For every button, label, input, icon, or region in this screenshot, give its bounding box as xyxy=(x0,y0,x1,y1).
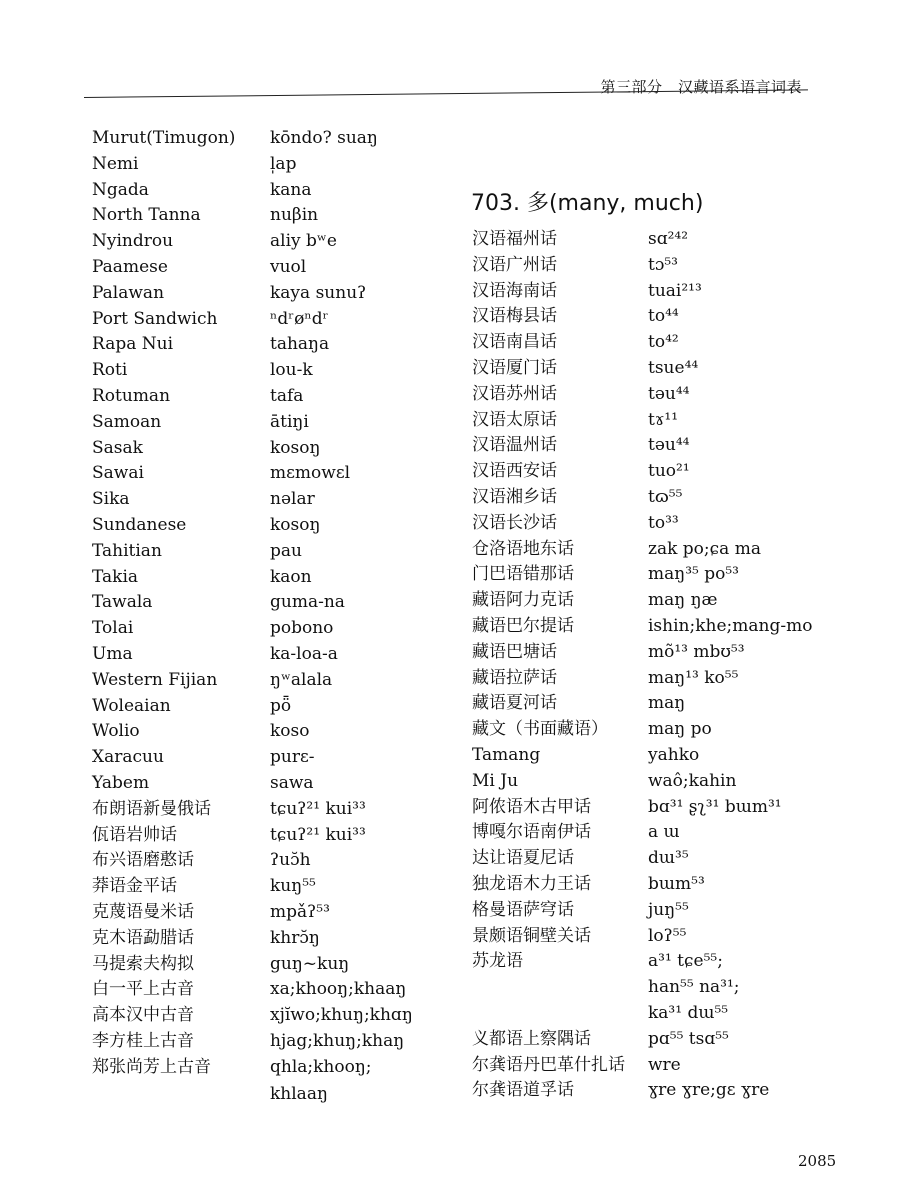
word-form: tsue⁴⁴ xyxy=(648,357,699,378)
word-form: xa;khooŋ;khaaŋ xyxy=(270,979,407,1000)
entry-row xyxy=(92,823,442,849)
entry-row xyxy=(472,769,832,795)
entry-row xyxy=(472,588,832,614)
word-form: to³³ xyxy=(648,512,679,533)
word-form: ātiŋi xyxy=(270,411,309,432)
language-name: 高本汉中古音 xyxy=(92,1005,194,1026)
entry-row xyxy=(92,1080,442,1108)
entry-row xyxy=(472,1053,832,1079)
language-name: 李方桂上古音 xyxy=(92,1030,194,1051)
word-form: tahaŋa xyxy=(270,334,330,355)
word-form: loʔ⁵⁵ xyxy=(648,925,687,946)
entry-row xyxy=(92,668,442,694)
language-name: 博嘎尔语南伊话 xyxy=(472,822,591,843)
language-name: Tahitian xyxy=(92,540,162,561)
language-name: 汉语温州话 xyxy=(472,435,557,456)
entry-row xyxy=(472,304,832,330)
word-form: mpǎʔ⁵³ xyxy=(270,901,330,922)
language-name: Port Sandwich xyxy=(92,308,218,329)
word-form: kuŋ⁵⁵ xyxy=(270,876,316,897)
language-name: 郑张尚芳上古音 xyxy=(92,1056,211,1077)
entry-row xyxy=(92,178,442,204)
language-name: Paamese xyxy=(92,256,168,277)
word-form: tuo²¹ xyxy=(648,461,690,482)
word-form: koso xyxy=(270,721,310,742)
language-name: 布朗语新曼俄话 xyxy=(92,798,211,819)
entry-row xyxy=(92,694,442,720)
word-form: zak po;ɕa ma xyxy=(648,538,761,559)
entry-row xyxy=(92,642,442,668)
language-name: Samoan xyxy=(92,411,162,432)
entry-row xyxy=(472,537,832,563)
entry-row xyxy=(92,1029,442,1055)
language-name: 汉语厦门话 xyxy=(472,357,557,378)
entry-row xyxy=(472,898,832,924)
word-form: bɑ³¹ ʂʅ³¹ bɯm³¹ xyxy=(648,796,782,817)
language-name: Roti xyxy=(92,360,128,381)
word-form: pȫ xyxy=(270,695,292,716)
word-form: wre xyxy=(648,1054,681,1075)
left-word-list xyxy=(92,126,442,1108)
entry-row xyxy=(92,203,442,229)
language-name: 苏龙语 xyxy=(472,951,523,972)
entry-row xyxy=(92,926,442,952)
entry-row xyxy=(472,279,832,305)
word-form: tɷ⁵⁵ xyxy=(648,486,683,507)
entry-row xyxy=(92,332,442,358)
word-form: khlaaŋ xyxy=(270,1084,328,1105)
word-form: pau xyxy=(270,540,302,561)
language-name: North Tanna xyxy=(92,205,201,226)
entry-row xyxy=(472,975,832,1001)
language-name: 藏文（书面藏语） xyxy=(472,719,608,740)
language-name: Yabem xyxy=(92,772,150,793)
word-form: aliy bʷe xyxy=(270,231,337,252)
language-name: Ngada xyxy=(92,179,149,200)
language-name: Wolio xyxy=(92,721,140,742)
word-form: maŋ³⁵ po⁵³ xyxy=(648,564,739,585)
word-form: maŋ ŋæ xyxy=(648,590,718,611)
language-name: Tawala xyxy=(92,592,153,613)
entry-row xyxy=(472,1001,832,1027)
language-name: 尔龚语道孚话 xyxy=(472,1080,574,1101)
language-name: Nemi xyxy=(92,153,139,174)
entry-row xyxy=(92,797,442,823)
language-name: 藏语巴尔提话 xyxy=(472,615,574,636)
entry-row xyxy=(92,745,442,771)
entry-row xyxy=(92,358,442,384)
language-name: 汉语广州话 xyxy=(472,254,557,275)
language-name: 藏语巴塘话 xyxy=(472,641,557,662)
language-name: 汉语梅县话 xyxy=(472,306,557,327)
entry-row xyxy=(472,666,832,692)
language-name: Sundanese xyxy=(92,514,187,535)
word-form: waô;kahin xyxy=(648,770,737,791)
word-form: maŋ po xyxy=(648,719,712,740)
word-form: kōndo? suaŋ xyxy=(270,128,378,148)
word-form: tafa xyxy=(270,385,304,406)
entry-row xyxy=(92,1003,442,1029)
language-name: Palawan xyxy=(92,282,165,303)
entry-row xyxy=(472,382,832,408)
entry-row xyxy=(92,719,442,745)
word-form: lou-k xyxy=(270,360,313,381)
word-form: ishin;khe;mang-mo xyxy=(648,615,813,636)
language-name: Uma xyxy=(92,643,133,664)
language-name: Nyindrou xyxy=(92,231,174,252)
entry-row xyxy=(92,384,442,410)
language-name: Takia xyxy=(92,566,139,587)
section-title: 703. 多(many, much) xyxy=(471,191,704,216)
word-form: purɛ- xyxy=(270,747,315,768)
word-form: juŋ⁵⁵ xyxy=(648,899,689,920)
right-word-list xyxy=(472,227,832,1104)
language-name: 景颇语铜壁关话 xyxy=(472,925,591,946)
language-name: 白一平上古音 xyxy=(92,979,194,1000)
word-form: hjag;khuŋ;khaŋ xyxy=(270,1030,405,1051)
entry-row xyxy=(472,949,832,975)
word-form: tɕuʔ²¹ kui³³ xyxy=(270,824,366,845)
language-name: 莽语金平话 xyxy=(92,876,177,897)
word-form: ʔuɔ̆h xyxy=(270,850,311,871)
language-name: 佤语岩帅话 xyxy=(92,824,177,845)
language-name: 门巴语错那话 xyxy=(472,564,574,585)
entry-row xyxy=(472,356,832,382)
word-form: guma-na xyxy=(270,592,345,613)
entry-row xyxy=(472,640,832,666)
language-name: 汉语福州话 xyxy=(472,229,557,249)
language-name: 藏语拉萨话 xyxy=(472,667,557,688)
entry-row xyxy=(472,562,832,588)
word-form: maŋ¹³ ko⁵⁵ xyxy=(648,667,739,688)
word-form: khrɔ̆ŋ xyxy=(270,927,320,948)
entry-row xyxy=(92,1055,442,1081)
entry-row xyxy=(472,511,832,537)
word-form: ɣre ɣre;gɛ ɣre xyxy=(648,1080,770,1101)
word-form: a ɯ xyxy=(648,822,680,843)
entry-row xyxy=(472,485,832,511)
word-form: kaon xyxy=(270,566,312,587)
language-name: 汉语苏州话 xyxy=(472,383,557,404)
word-form: kosoŋ xyxy=(270,437,321,458)
word-form: təu⁴⁴ xyxy=(648,383,690,404)
entry-row xyxy=(472,717,832,743)
word-form: ⁿdʳøⁿdʳ xyxy=(270,308,329,329)
entry-row xyxy=(92,436,442,462)
running-header: 第三部分 汉藏语系语言词表 xyxy=(600,78,802,96)
word-form: nuβin xyxy=(270,205,319,226)
entry-row xyxy=(472,691,832,717)
language-name: Sasak xyxy=(92,437,143,458)
entry-row xyxy=(92,281,442,307)
entry-row xyxy=(472,1078,832,1104)
language-name: Western Fijian xyxy=(92,669,218,690)
entry-row xyxy=(92,487,442,513)
entry-row xyxy=(92,255,442,281)
entry-row xyxy=(92,152,442,178)
entry-row xyxy=(472,872,832,898)
entry-row xyxy=(92,616,442,642)
word-form: han⁵⁵ na³¹; xyxy=(648,977,740,998)
language-name: 汉语太原话 xyxy=(472,409,557,430)
entry-row xyxy=(92,874,442,900)
word-form: tɔ⁵³ xyxy=(648,254,678,275)
entry-row xyxy=(472,459,832,485)
entry-row xyxy=(92,126,442,152)
word-form: tɕuʔ²¹ kui³³ xyxy=(270,798,366,819)
language-name: 藏语夏河话 xyxy=(472,693,557,714)
language-name: 义都语上察隅话 xyxy=(472,1028,591,1049)
word-form: ka-loa-a xyxy=(270,643,338,664)
language-name: 布兴语磨憨话 xyxy=(92,850,194,871)
language-name: 阿侬语木古甲话 xyxy=(472,796,591,817)
language-name: Tamang xyxy=(472,744,541,765)
language-name: 汉语湘乡话 xyxy=(472,486,557,507)
entry-row xyxy=(472,614,832,640)
language-name: Mi Ju xyxy=(472,770,519,791)
entry-row xyxy=(472,743,832,769)
entry-row xyxy=(92,848,442,874)
word-form: ka³¹ dɯ⁵⁵ xyxy=(648,1002,729,1023)
language-name: 汉语长沙话 xyxy=(472,512,557,533)
word-form: l̩ap xyxy=(270,153,297,174)
language-name: Sika xyxy=(92,489,130,510)
word-form: kana xyxy=(270,179,312,200)
entry-row xyxy=(472,408,832,434)
page-number: 2085 xyxy=(798,1152,837,1170)
entry-row xyxy=(472,227,832,253)
language-name: 格曼语萨穹话 xyxy=(472,899,574,920)
entry-row xyxy=(92,229,442,255)
language-name: 汉语西安话 xyxy=(472,461,557,482)
entry-row xyxy=(472,330,832,356)
entry-row xyxy=(92,590,442,616)
word-form: to⁴² xyxy=(648,332,679,353)
word-form: mõ¹³ mbʊ⁵³ xyxy=(648,641,745,662)
entry-row xyxy=(472,1027,832,1053)
entry-row xyxy=(92,565,442,591)
word-form: qhla;khooŋ; xyxy=(270,1056,372,1077)
word-form: to⁴⁴ xyxy=(648,306,679,327)
entry-row xyxy=(472,924,832,950)
language-name: Woleaian xyxy=(92,695,171,716)
word-form: vuol xyxy=(270,256,307,277)
language-name: Sawai xyxy=(92,463,144,484)
word-form: bɯm⁵³ xyxy=(648,873,705,894)
language-name: 马提索夫构拟 xyxy=(92,953,194,974)
entry-row xyxy=(472,253,832,279)
language-name: Murut(Timugon) xyxy=(92,128,236,148)
entry-row xyxy=(92,461,442,487)
language-name: 达让语夏尼话 xyxy=(472,848,574,869)
language-name: Tolai xyxy=(92,618,134,639)
entry-row xyxy=(92,307,442,333)
entry-row xyxy=(92,900,442,926)
language-name: 仓洛语地东话 xyxy=(472,538,574,559)
language-name: 克蔑语曼米话 xyxy=(92,901,194,922)
word-form: a³¹ tɕe⁵⁵; xyxy=(648,951,723,972)
word-form: xjĭwo;khuŋ;khɑŋ xyxy=(270,1005,413,1026)
language-name: 藏语阿力克话 xyxy=(472,590,574,611)
entry-row xyxy=(92,410,442,436)
entry-row xyxy=(92,952,442,978)
word-form: yahko xyxy=(648,744,700,765)
language-name: 尔龚语丹巴革什扎话 xyxy=(472,1054,625,1075)
word-form: kaya sunuʔ xyxy=(270,282,367,303)
language-name: Rapa Nui xyxy=(92,334,174,355)
word-form: ŋʷalala xyxy=(270,669,333,690)
word-form: təu⁴⁴ xyxy=(648,435,690,456)
language-name: 汉语南昌话 xyxy=(472,332,557,353)
word-form: tɤ¹¹ xyxy=(648,409,679,430)
entry-row xyxy=(92,539,442,565)
word-form: guŋ~kuŋ xyxy=(270,953,350,974)
entry-row xyxy=(472,846,832,872)
word-form: tuai²¹³ xyxy=(648,280,702,301)
language-name: 汉语海南话 xyxy=(472,280,557,301)
word-form: maŋ xyxy=(648,693,686,714)
word-form: pobono xyxy=(270,618,334,639)
word-form: kosoŋ xyxy=(270,514,321,535)
entry-row xyxy=(472,820,832,846)
entry-row xyxy=(92,513,442,539)
language-name: Xaracuu xyxy=(92,747,164,768)
language-name: 独龙语木力王话 xyxy=(472,873,591,894)
word-form: nəlar xyxy=(270,489,315,510)
entry-row xyxy=(92,977,442,1003)
language-name: 克木语勐腊话 xyxy=(92,927,194,948)
language-name: Rotuman xyxy=(92,385,171,406)
word-form: sawa xyxy=(270,772,314,793)
entry-row xyxy=(472,795,832,821)
word-form: mɛmowɛl xyxy=(270,463,351,484)
word-form: sɑ²⁴² xyxy=(648,229,689,249)
word-form: pɑ⁵⁵ tsɑ⁵⁵ xyxy=(648,1028,729,1049)
word-form: dɯ³⁵ xyxy=(648,848,689,869)
entry-row xyxy=(472,433,832,459)
entry-row xyxy=(92,771,442,797)
